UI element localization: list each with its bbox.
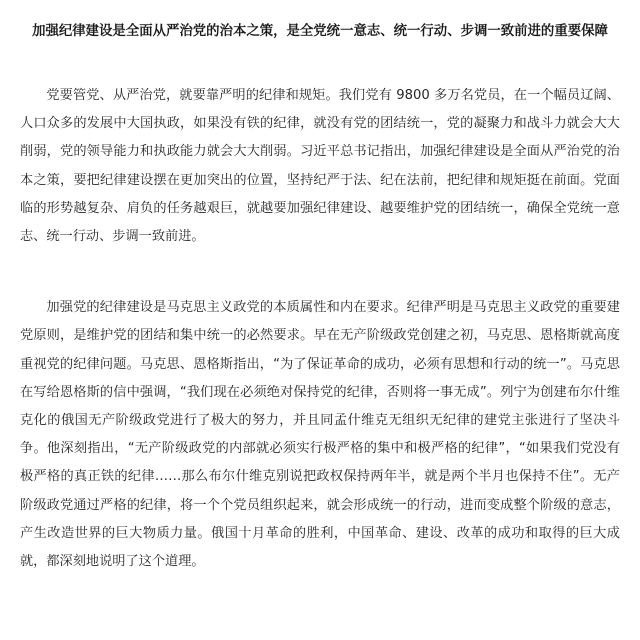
article-headline: 加强纪律建设是全面从严治党的治本之策，是全党统一意志、统一行动、步调一致前进的重要保障 xyxy=(32,24,608,39)
article-paragraph-1: 党要管党、从严治党，就要靠严明的纪律和规矩。我们党有 9800 多万名党员，在一个幅员辽阔、人口众多的发展中大国执政，如果没有铁的纪律，就没有党的团结统一，党的凝聚力和战斗力就会大大削弱，党的领导能力和执政能力就会大大削弱。习近平总书记指出，加强纪律建设是全面从严治党的治本之策，要把纪律建设摆在更加突出的位置，坚持纪严于法、纪在法前，把纪律和规矩挺在前面。党面临的形势越复杂、肩负的任务越艰巨，就越要加强纪律建设、越要维护党的团结统一，确保全党统一意志、统一行动、步调一致前进。 xyxy=(20,88,620,245)
article-paragraph-2: 加强党的纪律建设是马克思主义政党的本质属性和内在要求。纪律严明是马克思主义政党的重要建党原则，是维护党的团结和集中统一的必然要求。早在无产阶级政党创建之初，马克思、恩格斯就高度重视党的纪律问题。马克思、恩格斯指出，“为了保证革命的成功，必须有思想和行动的统一”。马克思在写给恩格斯的信中强调，“我们现在必须绝对保持党的纪律，否则将一事无成”。列宁为创建布尔什维克化的俄国无产阶级政党进行了极大的努力，并且同孟什维克无组织无纪律的建党主张进行了坚决斗争。他深刻指出，“无产阶级政党的内部就必须实行极严格的集中和极严格的纪律”，“如果我们党没有极严格的真正铁的纪律……那么布尔什维克别说把政权保持两年半，就是两个半月也保持不住”。无产阶级政党通过严格的纪律，将一个个党员组织起来，就会形成统一的行动，进而变成整个阶级的意志，产生改造世界的巨大物质力量。俄国十月革命的胜利，中国革命、建设、改革的成功和取得的巨大成就，都深刻地说明了这个道理。 xyxy=(20,300,620,570)
